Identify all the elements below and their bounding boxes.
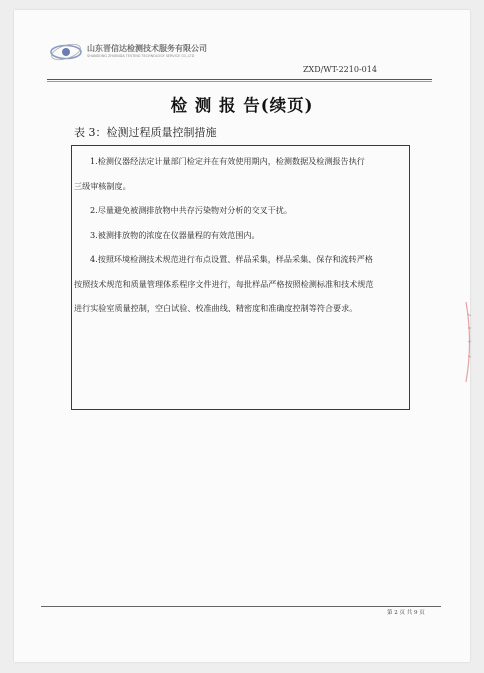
- quality-control-measures-box: [71, 145, 410, 410]
- measure-4-line-3: 进行实验室质量控制，空白试验、校准曲线、精密度和准确度控制等符合要求。: [74, 303, 358, 313]
- measure-1-line-2: 三级审核制度。: [74, 181, 131, 191]
- measure-4-line-2: 按照技术规范和质量管理体系程序文件进行，每批样品严格按照检测标准和技术规范: [74, 279, 374, 289]
- company-name-en: SHANDONG ZHIXINDA TESTING TECHNOLOGY SERVICE CO.,LTD: [87, 54, 195, 59]
- company-emblem-icon: [48, 40, 84, 64]
- measure-1-line-1: 1.检测仪器经法定计量部门检定并在有效使用期内，检测数据及检测报告执行: [90, 156, 365, 166]
- document-code: ZXD/WT-2210-014: [303, 65, 377, 74]
- measure-4-line-1: 4.按照环境检测技术规范进行布点设置、样品采集，样品采集、保存和流转严格: [90, 254, 373, 264]
- company-name-cn: 山东晋信达检测技术服务有限公司: [87, 44, 207, 54]
- header-divider: [47, 79, 432, 80]
- company-logo: [48, 40, 207, 64]
- table-caption: 表 3：检测过程质量控制措施: [74, 126, 217, 139]
- measure-3: 3.被测排放物的浓度在仪器量程的有效范围内。: [90, 230, 260, 240]
- footer-divider: [41, 606, 441, 607]
- seal-stamp-edge: [464, 302, 474, 382]
- report-title: 检 测 报 告(续页): [170, 96, 314, 115]
- measure-2: 2.尽量避免被测排放物中共存污染物对分析的交叉干扰。: [90, 205, 292, 215]
- page-number: 第 2 页 共 9 页: [387, 610, 425, 616]
- header-divider-thin: [47, 81, 432, 82]
